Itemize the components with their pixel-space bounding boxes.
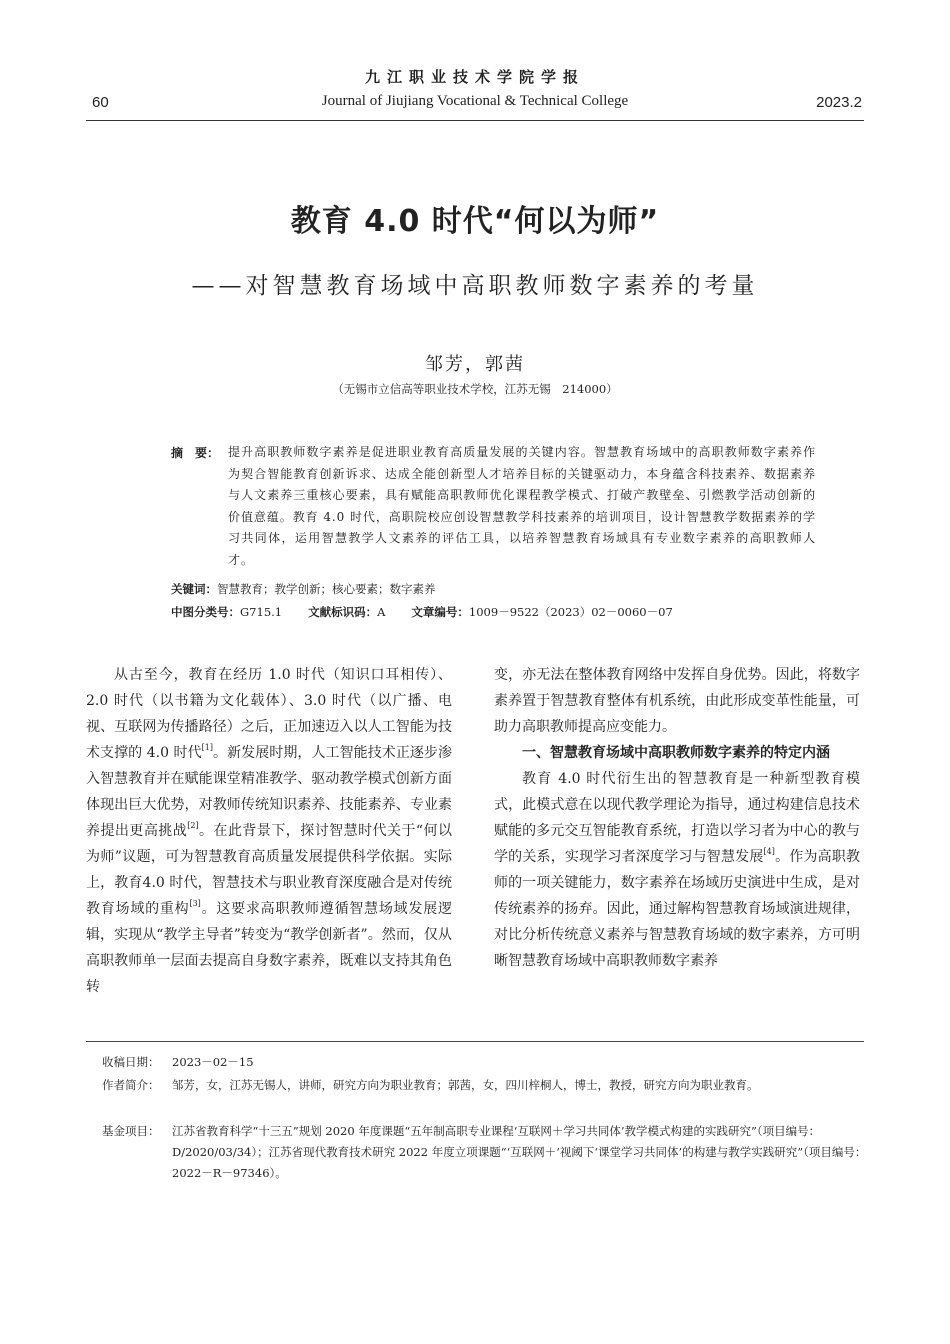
article-subtitle: ——对智慧教育场域中高职教师数字素养的考量 (191, 273, 759, 299)
author-bio: 邹芳，女，江苏无锡人，讲师，研究方向为职业教育；郭茜，女，四川梓桐人，博士，教授，研究方向为职业教育。 (172, 1078, 759, 1092)
paragraph: 从古至今，教育在经历 1.0 时代（知识口耳相传）、2.0 时代（以书籍为文化载体）、3.0 时代（以广播、电视、互联网为传播路径）之后，正加速迈入以人工智能为技术支撑的 4.0 时代[1]。新发展时期，人工智能技术正逐步渗入智慧教育并在赋能课堂精准教学、驱动教学模式创新方面体现出巨大优势，对教师传统知识素养、技能素养、专业素养提出更高挑战[2]。在此背景下，探讨智慧时代关于“何以为师”议题，可为智慧教育高质量发展提供科学依据。实际上，教育4.0 时代，智慧技术与职业教育深度融合是对传统教育场域的重构[3]。这要求高职教师遵循智慧场域发展逻辑，实现从“教学主导者”转变为“教学创新者”。然而，仅从高职教师单一层面去提高自身数字素养，既难以支持其角色转 (86, 667, 453, 995)
received-date: 2023－02－15 (172, 1055, 254, 1069)
fund-text: 江苏省教育科学“十三五”规划 2020 年度课题“五年制高职专业课程‘互联网＋学习共同体’教学模式构建的实践研究”（项目编号：D/2020/03/34）；江苏省现代教育技术研究 2022 年度立项课题“‘互联网＋’视阈下‘课堂学习共同体’的构建与教学实践研究”（项目编号：2022－R－97346）。 (172, 1124, 867, 1180)
clc-value: G715.1 (240, 605, 283, 619)
classification-line (171, 604, 673, 620)
body-left-column (86, 662, 452, 1000)
header-divider (86, 120, 864, 121)
author-affiliation: （无锡市立信高等职业技术学校，江苏无锡 214000） (332, 382, 618, 396)
doc-code-label: 文献标识码： (308, 605, 378, 619)
fund-label: 基金项目： (102, 1124, 160, 1138)
paragraph: 教育 4.0 时代衍生出的智慧教育是一种新型教育模式，此模式意在以现代教学理论为指导，通过构建信息技术赋能的多元交互智能教育系统，打造以学习者为中心的教与学的关系，实现学习者深度学习与智慧发展[4]。作为高职教师的一项关键能力，数字素养在场域历史演进中生成，是对传统素养的扬弃。因此，通过解构智慧教育场域演进规律，对比分析传统意义素养与智慧教育场域的数字素养，方可明晰智慧教育场域中高职教师数字素养 (494, 771, 861, 969)
citation-ref[interactable]: [1] (201, 743, 213, 752)
received-label: 收稿日期： (102, 1055, 160, 1069)
paragraph: 变，亦无法在整体教育网络中发挥自身优势。因此，将数字素养置于智慧教育整体有机系统，由此形成变革性能量，可助力高职教师提高应变能力。 (494, 667, 860, 735)
article-authors: 邹芳，郭茜 (425, 354, 525, 375)
footnote-divider (86, 1041, 864, 1042)
citation-ref[interactable]: [4] (763, 847, 775, 856)
journal-title-cn: 九江职业技术学院学报 (364, 68, 585, 86)
issue-number: 2023.2 (816, 94, 862, 111)
article-no-label: 文章编号： (411, 605, 469, 619)
citation-ref[interactable]: [2] (187, 821, 199, 830)
keywords-line (171, 581, 436, 597)
footnote-fund (102, 1121, 867, 1184)
footnote-author (102, 1075, 867, 1096)
abstract-label: 摘 要： (171, 446, 220, 460)
journal-title-en: Journal of Jiujiang Vocational & Technical College (321, 93, 629, 109)
clc-label: 中图分类号： (171, 605, 240, 619)
keywords-text: 智慧教育；教学创新；核心要素；数字素养 (217, 582, 436, 596)
page-number: 60 (92, 94, 109, 111)
article-title: 教育 4.0 时代“何以为师” (290, 204, 660, 239)
section-heading: 一、智慧教育场域中高职教师数字素养的特定内涵 (522, 745, 830, 761)
doc-code-value: A (377, 605, 386, 619)
footnote-received (102, 1052, 867, 1073)
body-right-column (494, 662, 860, 974)
author-bio-label: 作者简介： (102, 1078, 160, 1092)
abstract-text: 提升高职教师数字素养是促进职业教育高质量发展的关键内容。智慧教育场域中的高职教师数字素养作为契合智能教育创新诉求、达成全能创新型人才培养目标的关键驱动力，本身蕴含科技素养、数据素养与人文素养三重核心要素，具有赋能高职教师优化课程教学模式、打破产教壁垒、引燃教学活动创新的价值意蕴。教育 4.0 时代，高职院校应创设智慧教学科技素养的培训项目，设计智慧教学数据素养的学习共同体，运用智慧教学人文素养的评估工具，以培养智慧教育场域具有专业数字素养的高职教师人才。 (228, 445, 816, 567)
keywords-label: 关键词： (171, 582, 217, 596)
citation-ref[interactable]: [3] (189, 899, 201, 908)
article-no-value: 1009－9522（2023）02－0060－07 (468, 605, 673, 619)
